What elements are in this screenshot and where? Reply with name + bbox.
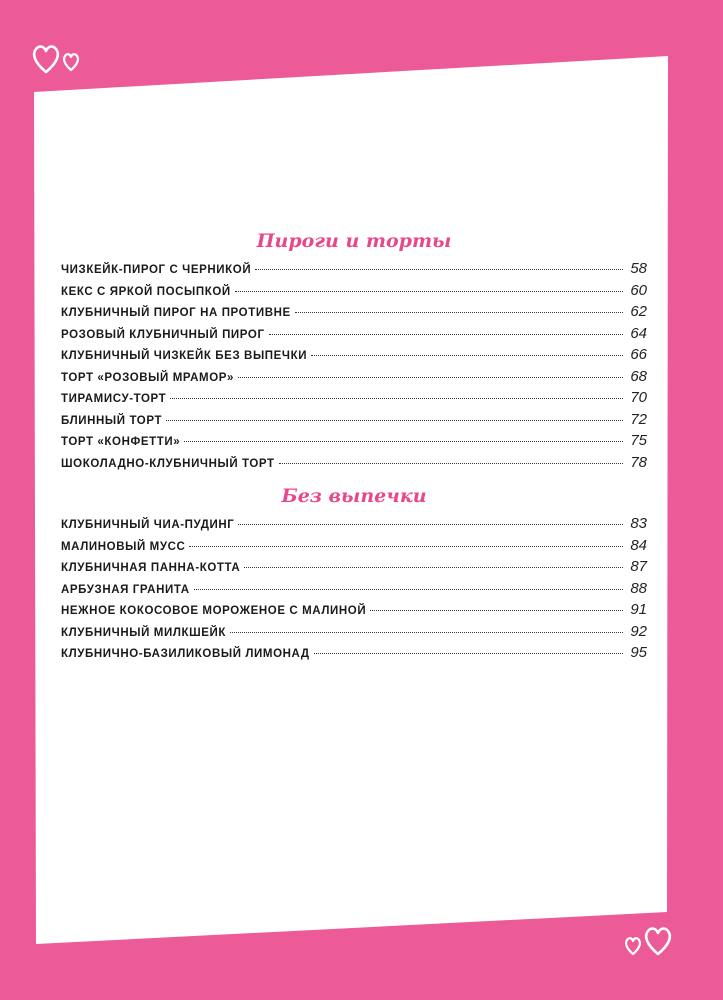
hearts-icon: [620, 924, 678, 960]
dot-leader: [370, 610, 623, 611]
toc-entry-title: ТОРТ «РОЗОВЫЙ МРАМОР»: [61, 371, 235, 384]
toc-entry[interactable]: [61, 346, 647, 368]
toc-entry-title: ЧИЗКЕЙК-ПИРОГ С ЧЕРНИКОЙ: [61, 264, 252, 276]
dot-leader: [295, 312, 623, 313]
dot-leader: [166, 420, 623, 421]
toc-entry[interactable]: [61, 580, 647, 602]
toc-entry-title: КЛУБНИЧНАЯ ПАННА-КОТТА: [61, 562, 241, 574]
toc-entry-page: 95: [630, 644, 647, 661]
toc-list: [61, 260, 647, 475]
toc-section: [61, 228, 647, 475]
dot-leader: [235, 291, 623, 292]
toc-entry-title: КЛУБНИЧНЫЙ ЧИЗКЕЙК БЕЗ ВЫПЕЧКИ: [61, 350, 308, 362]
toc-entry[interactable]: [61, 623, 647, 645]
toc-entry[interactable]: [61, 515, 647, 537]
toc-entry-title: КЛУБНИЧНО-БАЗИЛИКОВЫЙ ЛИМОНАД: [61, 648, 310, 660]
toc-entry[interactable]: [61, 411, 647, 433]
dot-leader: [238, 377, 623, 378]
section-title: Без выпечки: [281, 485, 427, 507]
toc-entry-page: 64: [630, 324, 647, 342]
toc-entry-page: 72: [630, 410, 647, 428]
toc-entry-page: 88: [630, 579, 647, 597]
toc-entry[interactable]: [61, 368, 647, 390]
toc-entry-title: КЛУБНИЧНЫЙ ПИРОГ НА ПРОТИВНЕ: [61, 307, 291, 319]
toc-entry[interactable]: [61, 644, 647, 666]
toc-entry[interactable]: [61, 558, 647, 580]
dot-leader: [244, 567, 623, 568]
toc-entry-title: ТИРАМИСУ-ТОРТ: [61, 393, 167, 405]
dot-leader: [269, 334, 623, 335]
dot-leader: [189, 546, 623, 547]
toc-entry-page: 87: [630, 558, 647, 575]
toc-entry[interactable]: [61, 432, 647, 454]
toc-entry-page: 58: [630, 260, 647, 277]
dot-leader: [184, 441, 623, 442]
toc-entry-page: 83: [630, 515, 647, 532]
toc-entry-page: 62: [630, 303, 647, 320]
table-of-contents: [61, 228, 647, 666]
dot-leader: [311, 355, 623, 356]
dot-leader: [230, 632, 623, 633]
dot-leader: [279, 463, 623, 464]
toc-entry-page: 91: [630, 601, 647, 618]
toc-entry[interactable]: [61, 260, 647, 282]
dot-leader: [238, 524, 623, 525]
toc-entry-page: 68: [630, 367, 647, 385]
toc-entry-title: ШОКОЛАДНО-КЛУБНИЧНЫЙ ТОРТ: [61, 457, 275, 470]
toc-entry[interactable]: [61, 325, 647, 347]
toc-entry-title: КЕКС С ЯРКОЙ ПОСЫПКОЙ: [61, 285, 231, 298]
toc-entry-page: 92: [630, 622, 647, 640]
toc-entry-title: НЕЖНОЕ КОКОСОВОЕ МОРОЖЕНОЕ С МАЛИНОЙ: [61, 605, 367, 617]
toc-entry-page: 78: [630, 453, 647, 471]
toc-entry[interactable]: [61, 537, 647, 559]
toc-section: [61, 483, 647, 666]
toc-entry-page: 60: [630, 281, 647, 299]
toc-entry[interactable]: [61, 601, 647, 623]
toc-entry-title: МАЛИНОВЫЙ МУСС: [61, 540, 186, 553]
toc-entry-title: РОЗОВЫЙ КЛУБНИЧНЫЙ ПИРОГ: [61, 328, 265, 341]
toc-entry[interactable]: [61, 282, 647, 304]
toc-entry-title: ТОРТ «КОНФЕТТИ»: [61, 436, 181, 448]
toc-entry-title: КЛУБНИЧНЫЙ МИЛКШЕЙК: [61, 626, 227, 639]
toc-entry-title: АРБУЗНАЯ ГРАНИТА: [61, 583, 190, 596]
toc-entry[interactable]: [61, 454, 647, 476]
toc-entry-title: БЛИННЫЙ ТОРТ: [61, 414, 163, 427]
toc-entry[interactable]: [61, 303, 647, 325]
toc-entry-page: 84: [630, 536, 647, 554]
section-title: Пироги и торты: [256, 230, 452, 252]
toc-list: [61, 515, 647, 666]
toc-entry[interactable]: [61, 389, 647, 411]
dot-leader: [194, 589, 623, 590]
dot-leader: [255, 269, 623, 270]
toc-entry-page: 75: [630, 432, 647, 449]
toc-entry-page: 70: [630, 389, 647, 406]
toc-entry-page: 66: [630, 346, 647, 363]
toc-entry-title: КЛУБНИЧНЫЙ ЧИА-ПУДИНГ: [61, 519, 235, 531]
dot-leader: [170, 398, 623, 399]
dot-leader: [314, 653, 623, 654]
hearts-icon: [30, 42, 88, 78]
